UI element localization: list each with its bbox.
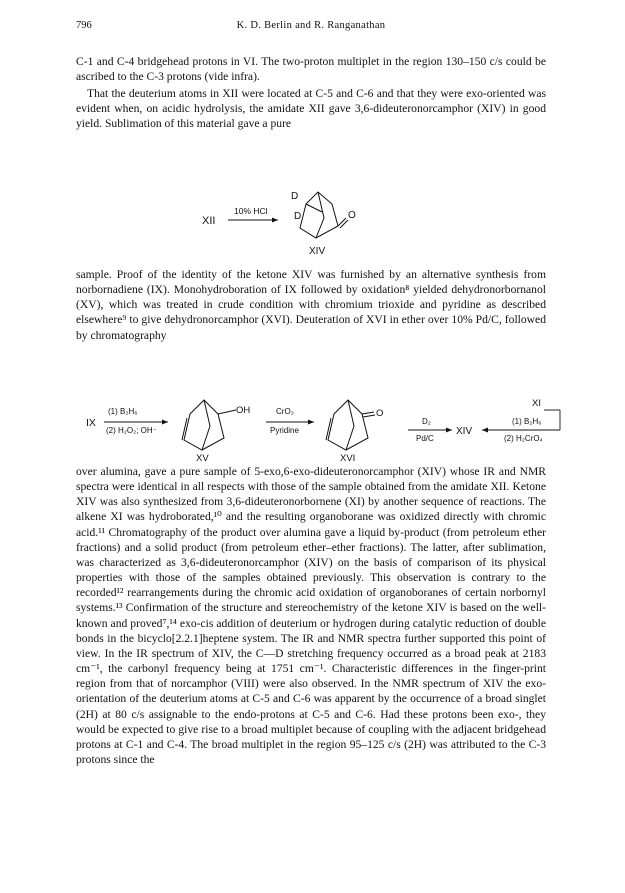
product-xiv-label: XIV: [456, 426, 473, 437]
arrowhead-3: [446, 428, 452, 433]
arrowhead-2: [308, 420, 314, 425]
xvi-label: XVI: [340, 453, 356, 462]
norcamphor-structure: [300, 192, 348, 238]
reactant-label: XII: [202, 215, 216, 227]
step3-reagent-top: D₂: [422, 417, 431, 426]
paragraph-3: sample. Proof of the identity of the ketone XIV was furnished by an alternative synthesis from norbornadiene (IX). Monohydroboration of IX followed by oxidation⁸ yielded dehydronorbornanol (XV), which was treated in crude condition with chromium trioxide and pyridine as described elsewhere⁹ to give dehydronorcamphor (XVI). Deuteration of XVI in ether over 10% Pd/C, followed by chromatography: [76, 268, 546, 342]
deuterium-label-bottom: D: [294, 211, 302, 222]
step2-reagent-top: CrO₃: [276, 407, 294, 416]
running-title-authors: K. D. Berlin and R. Ranganathan: [236, 20, 386, 31]
deuterium-label-top: D: [291, 191, 299, 202]
dehydronorcamphor-structure: [326, 400, 375, 450]
xv-label: XV: [196, 453, 209, 462]
oxygen-label: O: [348, 210, 356, 221]
step2-reagent-bottom: Pyridine: [270, 426, 299, 435]
paragraph-1: C-1 and C-4 bridgehead protons in VI. The two-proton multiplet in the region 130–150 c/s could be ascribed to the C-3 protons (vide infra).: [76, 55, 546, 84]
step4-reagent-top: (1) B₂H₆: [512, 417, 542, 426]
ketone-oxygen-label: O: [376, 408, 384, 419]
page-number: 796: [76, 20, 92, 31]
arrowhead-4: [482, 428, 488, 433]
step3-reagent-bottom: Pd/C: [416, 434, 434, 443]
step1-reagent-top: (1) B₂H₆: [108, 407, 138, 416]
arrowhead-1: [162, 420, 168, 425]
paragraph-4: over alumina, gave a pure sample of 5-exo,6-exo-dideuteronorcamphor (XIV) whose IR and NMR spectra were identical in all respects with those of the sample obtained from the amidate XII. Ketone XIV was also synthesized from 3,6-dideuteronorbornene (XI) by another sequence of reactions. The alkene XI was hydroborated,¹⁰ and the resulting organoborane was oxidized directly with chromic acid.¹¹ Chromatography of the product over alumina gave a liquid by-product (from petroleum ether fractions) and a solid product (from petroleum ether–ether fractions). The latter, after sublimation, was characterized as 3,6-dideuteronorcamphor (XIV) on the basis of comparison of its physical properties with those of the samples obtained previously. This observation is contrary to the recorded¹² rearrangements during the chromic acid oxidation of organoboranes of certain norbornyl systems.¹³ Confirmation of the structure and stereochemistry of the ketone XIV is based on the well-known and proved⁷,¹⁴ exo-cis addition of deuterium or hydrogen during catalytic reduction of double bonds in the bicyclo[2.2.1]heptene system. The IR and NMR spectra further supported this point of view. In the IR spectrum of XIV, the C—D stretching frequency occurred as a broad peak at 2183 cm⁻¹, the carbonyl frequency being at 1751 cm⁻¹. Characteristic differences in the finger-print region from that of norcamphor (VIII) were also observed. In the NMR spectrum of XIV the exo-orientation of the deuterium atoms at C-5 and C-6 was apparent by the occurrence of a broad singlet (2H) at 80 c/s assignable to the endo-protons at C-5 and C-6. Had these protons been exo-, they would be expected to give rise to a broad multiplet because of coupling with the adjacent bridgehead protons at C-1 and C-4. The broad multiplet in the region 95–125 c/s (2H) was attributed to the C-3 protons since the: [76, 465, 546, 766]
running-header: [76, 20, 546, 36]
arrowhead: [272, 218, 278, 223]
reaction-scheme-hydrolysis: [190, 188, 430, 258]
start-label: IX: [86, 417, 96, 429]
product-label: XIV: [309, 246, 326, 257]
paragraph-2: That the deuterium atoms in XII were located at C-5 and C-6 and that they were exo-oriented was evident when, on acidic hydrolysis, the amidate XII gave 3,6-dideuteronorcamphor (XIV) in good yield. Sublimation of this material gave a pure: [76, 87, 546, 131]
reaction-scheme-synthesis: [76, 396, 566, 462]
hydroxyl-label: OH: [236, 405, 251, 416]
step1-reagent-bottom: (2) H₂O₂; OH⁻: [106, 426, 157, 435]
xi-label: XI: [532, 398, 541, 409]
reagent-label: 10% HCl: [234, 206, 268, 216]
dehydronorbornanol-structure: [182, 400, 236, 450]
step4-reagent-bottom: (2) H₂CrO₄: [504, 434, 543, 443]
